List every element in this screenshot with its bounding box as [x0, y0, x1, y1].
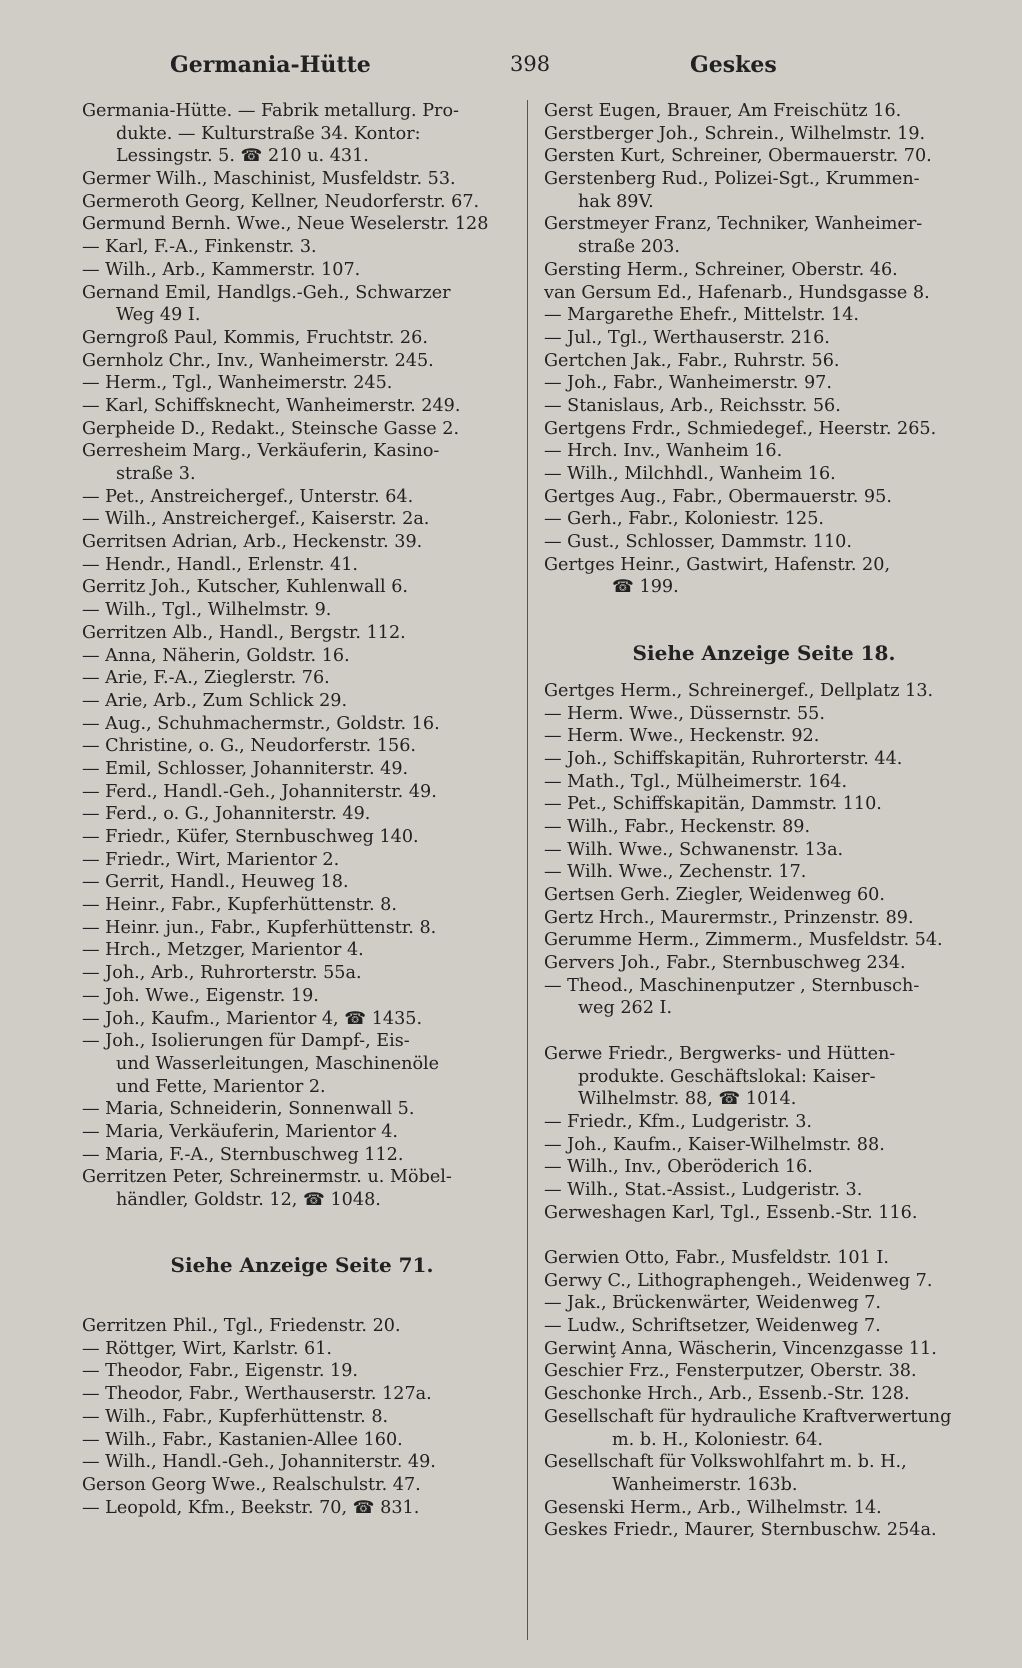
directory-entry-line: Gesenski Herm., Arb., Wilhelmstr. 14. [544, 1497, 882, 1518]
directory-entry-line: Gersten Kurt, Schreiner, Obermauerstr. 70. [544, 146, 932, 167]
directory-entry-line: — Arie, Arb., Zum Schlick 29. [82, 690, 348, 711]
directory-entry-line: Geschonke Hrch., Arb., Essenb.-Str. 128. [544, 1384, 910, 1405]
directory-entry-line: Gertz Hrch., Maurermstr., Prinzenstr. 89. [544, 907, 914, 928]
directory-entry-line: — Christine, o. G., Neudorferstr. 156. [82, 736, 417, 757]
directory-entry-line: Gerstenberg Rud., Polizei-Sgt., Krummen- [544, 169, 920, 190]
directory-entry-line: Germund Bernh. Wwe., Neue Weselerstr. 128 [82, 214, 489, 235]
directory-entry-line: Weg 49 I. [116, 305, 201, 326]
directory-entry-line: — Hrch. Inv., Wanheim 16. [544, 441, 783, 462]
directory-entry-line: — Aug., Schuhmachermstr., Goldstr. 16. [82, 713, 440, 734]
directory-entry-line: Gertges Herm., Schreinergef., Dellplatz 13. [544, 680, 934, 701]
directory-entry-line: — Wilh., Handl.-Geh., Johanniterstr. 49. [82, 1452, 436, 1473]
directory-entry-line: Gerritzen Phil., Tgl., Friedenstr. 20. [82, 1316, 401, 1337]
directory-entry-line: — Leopold, Kfm., Beekstr. 70, ☎ 831. [82, 1497, 420, 1518]
directory-entry-line: — Joh., Kaufm., Marientor 4, ☎ 1435. [82, 1008, 423, 1029]
directory-entry-line: — Gerrit, Handl., Heuweg 18. [82, 872, 349, 893]
directory-entry-line: — Jul., Tgl., Werthauserstr. 216. [544, 327, 830, 348]
directory-entry-line: — Arie, F.-A., Zieglerstr. 76. [82, 668, 330, 689]
directory-entry-line: — Ferd., o. G., Johanniterstr. 49. [82, 804, 371, 825]
directory-entry-line: — Ferd., Handl.-Geh., Johanniterstr. 49. [82, 781, 437, 802]
directory-entry-line: — Friedr., Küfer, Sternbuschweg 140. [82, 827, 419, 847]
directory-entry-line: Gerstmeyer Franz, Techniker, Wanheimer- [544, 214, 923, 235]
directory-entry-line: — Herm. Wwe., Heckenstr. 92. [544, 726, 820, 747]
directory-entry-line: — Wilh. Wwe., Zechenstr. 17. [544, 862, 807, 883]
directory-entry-line: — Math., Tgl., Mülheimerstr. 164. [544, 771, 848, 792]
directory-entry-line: — Joh. Wwe., Eigenstr. 19. [82, 985, 319, 1006]
directory-entry-line: händler, Goldstr. 12, ☎ 1048. [116, 1190, 381, 1210]
directory-entry-line: Gerresheim Marg., Verkäuferin, Kasino- [82, 441, 440, 462]
directory-entry-line: Lessingstr. 5. ☎ 210 u. 431. [116, 146, 369, 167]
directory-entry-line: — Emil, Schlosser, Johanniterstr. 49. [82, 758, 409, 779]
directory-entry-line: — Theodor, Fabr., Werthauserstr. 127a. [82, 1384, 432, 1405]
directory-entry-line: Gesellschaft für hydrauliche Kraftverwertung [544, 1406, 952, 1427]
directory-entry-line: Gerritz Joh., Kutscher, Kuhlenwall 6. [82, 577, 409, 598]
directory-entry-line: Geschier Frz., Fensterputzer, Oberstr. 38. [544, 1361, 917, 1382]
directory-entry-line: — Wilh., Anstreichergef., Kaiserstr. 2a. [82, 509, 430, 530]
advertisement-reference: Siehe Anzeige Seite 18. [632, 640, 896, 665]
directory-entry-line: Gerritzen Peter, Schreinermstr. u. Möbel- [82, 1167, 452, 1188]
column-divider [527, 100, 528, 1640]
directory-entry-line: — Wilh., Fabr., Kastanien-Allee 160. [82, 1429, 403, 1450]
directory-entry-line: — Wilh., Fabr., Kupferhüttenstr. 8. [82, 1406, 389, 1427]
directory-entry-line: Gerstberger Joh., Schrein., Wilhelmstr. 19. [544, 123, 926, 144]
directory-entry-line: — Joh., Isolierungen für Dampf-, Eis- [82, 1031, 410, 1052]
directory-entry-line: — Wilh., Tgl., Wilhelmstr. 9. [82, 600, 332, 621]
spacer [82, 1292, 522, 1315]
directory-entry-line: Gertsen Gerh. Ziegler, Weidenweg 60. [544, 885, 885, 905]
directory-entry-line: — Wilh., Fabr., Heckenstr. 89. [544, 816, 811, 837]
directory-entry-line: — Heinr., Fabr., Kupferhüttenstr. 8. [82, 895, 397, 916]
directory-entry-line: — Wilh., Stat.-Assist., Ludgeristr. 3. [544, 1179, 863, 1200]
directory-entry-line: — Pet., Anstreichergef., Unterstr. 64. [82, 486, 414, 507]
directory-entry-line: und Wasserleitungen, Maschinenöle [116, 1053, 440, 1074]
right-column [544, 100, 984, 1542]
directory-entry-line: — Anna, Näherin, Goldstr. 16. [82, 645, 350, 666]
directory-entry-line: Gerwinţ Anna, Wäscherin, Vincenzgasse 11. [544, 1338, 937, 1359]
directory-entry-line: Gerritsen Adrian, Arb., Heckenstr. 39. [82, 532, 423, 553]
directory-entry-line: und Fette, Marientor 2. [116, 1076, 326, 1097]
directory-entry-line: — Joh., Arb., Ruhrorterstr. 55a. [82, 963, 362, 984]
directory-entry-line: Gerst Eugen, Brauer, Am Freischütz 16. [544, 101, 902, 121]
left-column [82, 100, 522, 1519]
directory-entry-line: — Wilh., Arb., Kammerstr. 107. [82, 259, 361, 280]
directory-entry-line: Gertchen Jak., Fabr., Ruhrstr. 56. [544, 350, 840, 371]
spacer [544, 599, 984, 622]
directory-entry-line: — Herm., Tgl., Wanheimerstr. 245. [82, 373, 393, 394]
directory-entry-line: Gertges Heinr., Gastwirt, Hafenstr. 20, [544, 554, 891, 575]
directory-entry-line: — Ludw., Schriftsetzer, Weidenweg 7. [544, 1316, 881, 1337]
directory-entry-line: produkte. Geschäftslokal: Kaiser- [578, 1066, 876, 1087]
directory-entry-line: Gerwe Friedr., Bergwerks- und Hütten- [544, 1043, 896, 1064]
directory-entry-line: — Jak., Brückenwärter, Weidenweg 7. [544, 1293, 882, 1314]
directory-entry-line: — Wilh., Inv., Oberöderich 16. [544, 1157, 813, 1178]
directory-entry-line: — Maria, Schneiderin, Sonnenwall 5. [82, 1099, 415, 1120]
directory-entry-line: — Hrch., Metzger, Marientor 4. [82, 940, 364, 961]
directory-entry-line: — Gerh., Fabr., Koloniestr. 125. [544, 509, 824, 530]
directory-entry-line: straße 203. [578, 237, 680, 258]
directory-entry-line: Gernholz Chr., Inv., Wanheimerstr. 245. [82, 350, 434, 371]
directory-entry-line: Gertges Aug., Fabr., Obermauerstr. 95. [544, 486, 892, 507]
directory-entry-line: Germania-Hütte. — Fabrik metallurg. Pro- [82, 101, 459, 121]
directory-entry-line: Gernand Emil, Handlgs.-Geh., Schwarzer [82, 282, 451, 303]
directory-entry-line: — Maria, F.-A., Sternbuschweg 112. [82, 1144, 404, 1165]
directory-entry-line: — Hendr., Handl., Erlenstr. 41. [82, 554, 358, 575]
directory-entry-line: Gersting Herm., Schreiner, Oberstr. 46. [544, 259, 898, 280]
directory-entry-line: Wanheimerstr. 163b. [612, 1474, 798, 1495]
page-header [0, 52, 1022, 92]
directory-entry-line: — Friedr., Wirt, Marientor 2. [82, 849, 340, 870]
directory-entry-line: — Joh., Schiffskapitän, Ruhrorterstr. 44. [544, 748, 903, 769]
directory-entry-line: Gerritzen Alb., Handl., Bergstr. 112. [82, 622, 406, 643]
directory-entry-line: Gerwien Otto, Fabr., Musfeldstr. 101 I. [544, 1248, 889, 1268]
advertisement-reference: Siehe Anzeige Seite 71. [170, 1253, 434, 1278]
directory-entry-line: — Maria, Verkäuferin, Marientor 4. [82, 1121, 399, 1142]
directory-entry-line: — Röttger, Wirt, Karlstr. 61. [82, 1338, 332, 1359]
directory-entry-line: m. b. H., Koloniestr. 64. [612, 1429, 824, 1450]
page-number: 398 [510, 52, 551, 76]
directory-entry-line: Geskes Friedr., Maurer, Sternbuschw. 254a. [544, 1520, 937, 1541]
directory-entry-line: — Friedr., Kfm., Ludgeristr. 3. [544, 1111, 813, 1132]
directory-entry-line: straße 3. [116, 464, 196, 484]
directory-entry-line: Gerson Georg Wwe., Realschulstr. 47. [82, 1474, 421, 1495]
header-right-keyword: Geskes [690, 52, 777, 78]
spacer [82, 1212, 522, 1235]
directory-entry-line: — Joh., Fabr., Wanheimerstr. 97. [544, 373, 832, 394]
directory-entry-line: — Pet., Schiffskapitän, Dammstr. 110. [544, 794, 882, 815]
directory-entry-line: hak 89V. [578, 191, 654, 212]
directory-entry-line: dukte. — Kulturstraße 34. Kontor: [116, 123, 421, 144]
directory-entry-line: — Joh., Kaufm., Kaiser-Wilhelmstr. 88. [544, 1134, 885, 1155]
directory-entry-line: Gerngroß Paul, Kommis, Fruchtstr. 26. [82, 327, 428, 348]
directory-entry-line: ☎ 199. [612, 577, 679, 598]
directory-entry-line: Gertgens Frdr., Schmiedegef., Heerstr. 265. [544, 418, 937, 439]
directory-entry-line: — Gust., Schlosser, Dammstr. 110. [544, 532, 852, 553]
directory-entry-line: Gerwy C., Lithographengeh., Weidenweg 7. [544, 1270, 933, 1291]
directory-entry-line: Germeroth Georg, Kellner, Neudorferstr. 67. [82, 191, 480, 212]
directory-entry-line: — Heinr. jun., Fabr., Kupferhüttenstr. 8. [82, 917, 437, 938]
spacer [544, 1020, 984, 1043]
directory-entry-line: — Karl, F.-A., Finkenstr. 3. [82, 237, 317, 258]
directory-entry-line: Gerumme Herm., Zimmerm., Musfeldstr. 54. [544, 930, 943, 951]
directory-entry-line: Gervers Joh., Fabr., Sternbuschweg 234. [544, 953, 906, 974]
directory-entry-line: — Theodor, Fabr., Eigenstr. 19. [82, 1361, 359, 1382]
directory-entry-line: Gerweshagen Karl, Tgl., Essenb.-Str. 116. [544, 1202, 918, 1223]
header-left-keyword: Germania-Hütte [170, 52, 371, 78]
directory-entry-line: — Theod., Maschinenputzer , Sternbusch- [544, 975, 920, 996]
directory-entry-line: Germer Wilh., Maschinist, Musfeldstr. 53. [82, 169, 456, 190]
directory-entry-line: Wilhelmstr. 88, ☎ 1014. [578, 1089, 797, 1110]
directory-entry-line: Gerpheide D., Redakt., Steinsche Gasse 2. [82, 418, 460, 439]
directory-entry-line: — Stanislaus, Arb., Reichsstr. 56. [544, 395, 841, 416]
directory-entry-line: — Wilh. Wwe., Schwanenstr. 13a. [544, 839, 844, 860]
directory-entry-line: — Margarethe Ehefr., Mittelstr. 14. [544, 305, 859, 326]
directory-entry-line: van Gersum Ed., Hafenarb., Hundsgasse 8. [544, 282, 930, 303]
directory-entry-line: — Herm. Wwe., Düssernstr. 55. [544, 703, 825, 724]
directory-entry-line: Gesellschaft für Volkswohlfahrt m. b. H., [544, 1452, 907, 1473]
directory-entry-line: — Karl, Schiffsknecht, Wanheimerstr. 249. [82, 395, 461, 416]
directory-entry-line: — Wilh., Milchhdl., Wanheim 16. [544, 464, 836, 484]
spacer [544, 1224, 984, 1247]
directory-entry-line: weg 262 I. [578, 998, 673, 1019]
